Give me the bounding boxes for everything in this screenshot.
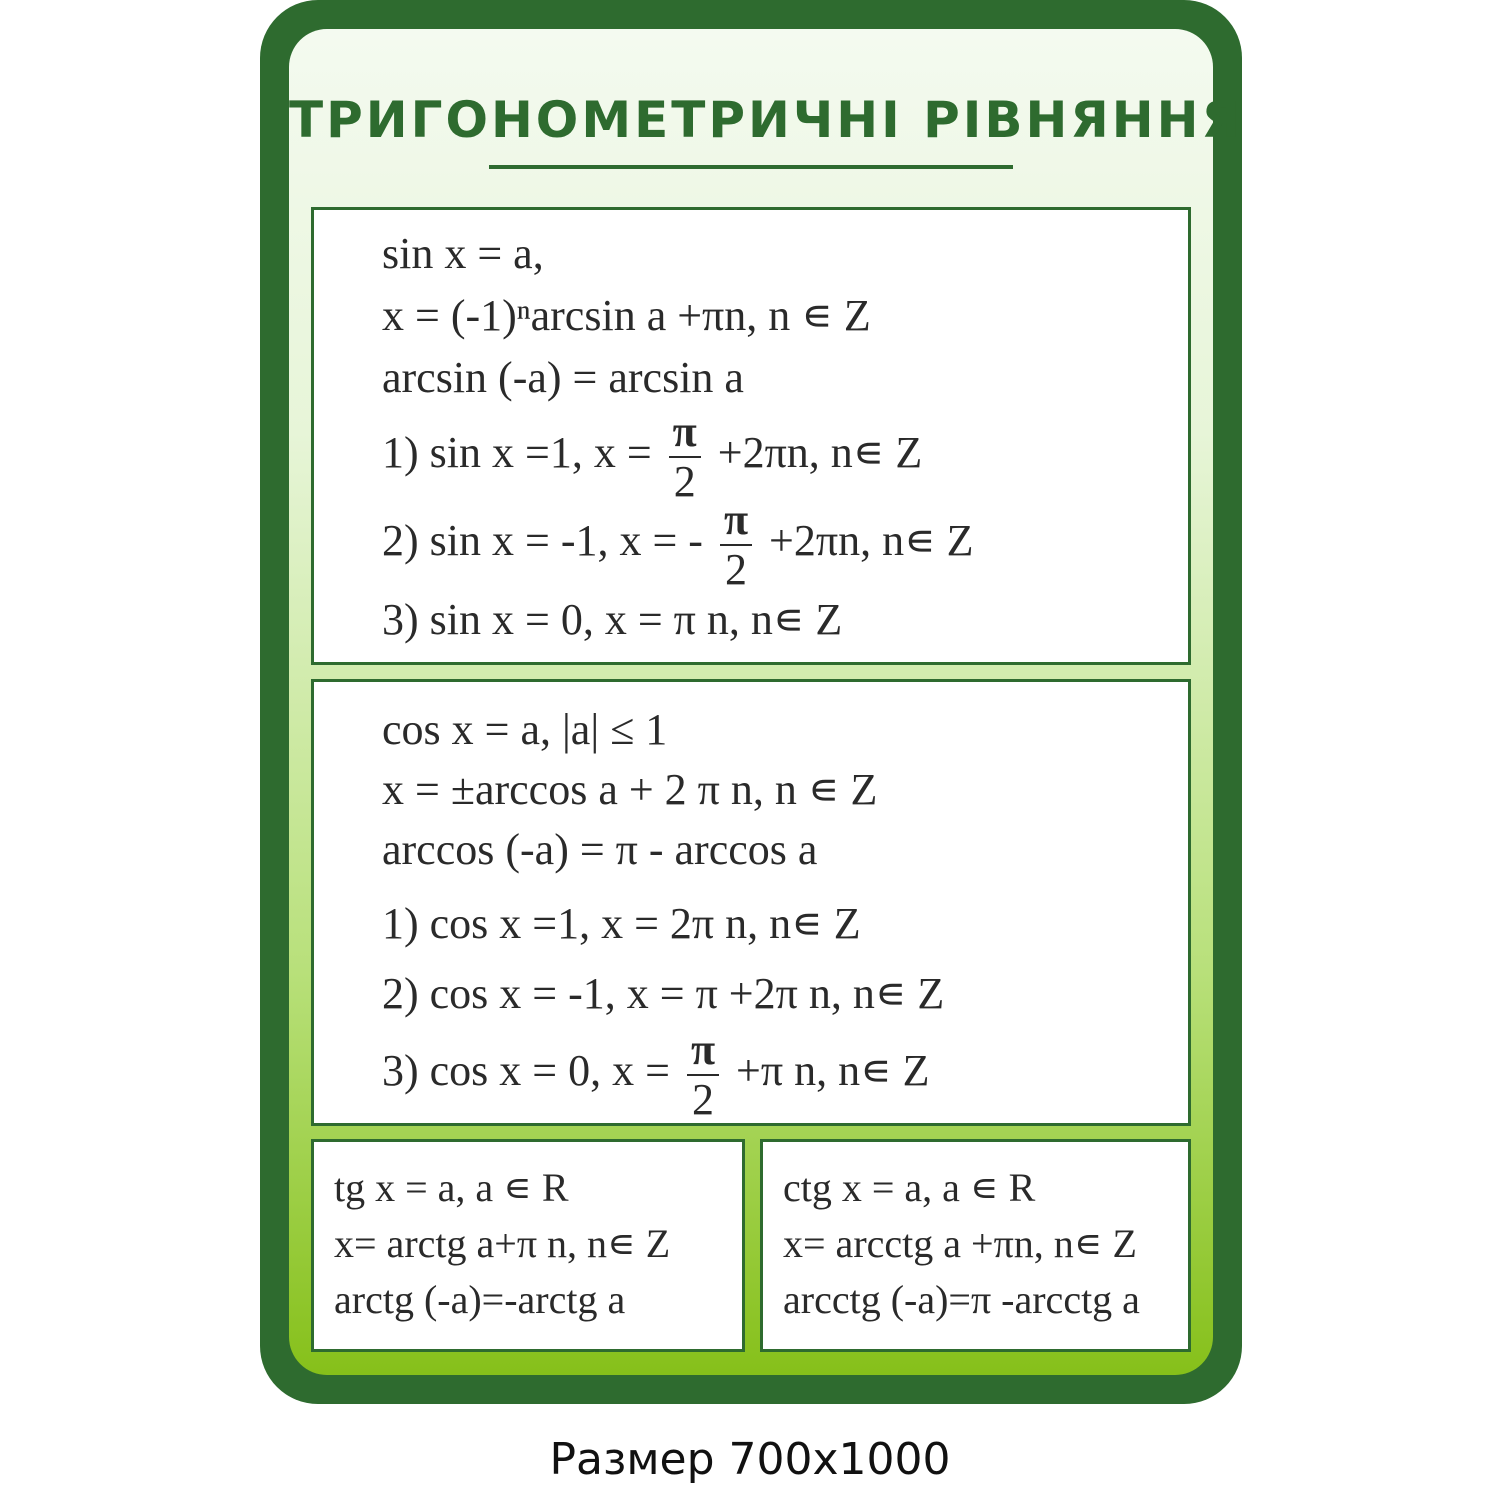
tg-line-3: arctg (-a)=-arctg a	[334, 1277, 626, 1322]
cos-line-1: cos x = a, |a| ≤ 1	[382, 705, 668, 754]
sin-line-5	[382, 495, 974, 594]
fraction-denominator: 2	[724, 545, 747, 594]
fraction-numerator: π	[669, 410, 701, 458]
size-caption: Размер 700x1000	[549, 1434, 951, 1485]
sin-line-4-start: 1) sin x =1, x =	[382, 428, 652, 478]
sin-line-6: 3) sin x = 0, x = π n, n∊ Z	[382, 595, 843, 644]
sin-line-1: sin x = a,	[382, 229, 544, 278]
fraction-numerator: π	[687, 1028, 719, 1076]
poster-frame	[260, 0, 1242, 1404]
cos-line-2: x = ±arccos a + 2 π n, n ∊ Z	[382, 765, 878, 814]
sin-line-5-end: +2πn, n∊ Z	[769, 516, 974, 566]
ctg-line-1: ctg x = a, a ∊ R	[783, 1165, 1036, 1210]
sin-line-5-start: 2) sin x = -1, x = -	[382, 516, 703, 566]
sin-equations-box	[311, 207, 1191, 665]
cos-line-3: arccos (-a) = π - arccos a	[382, 825, 818, 874]
sin-line-4	[382, 407, 923, 506]
fraction-pi-over-2	[669, 407, 701, 506]
sin-line-3: arcsin (-a) = arcsin a	[382, 353, 744, 402]
fraction-denominator: 2	[691, 1075, 714, 1124]
cos-line-6	[382, 1025, 930, 1124]
ctg-equations-box	[760, 1139, 1191, 1352]
fraction-denominator: 2	[673, 457, 696, 506]
fraction-numerator: π	[720, 498, 752, 546]
cos-equations-box	[311, 679, 1191, 1126]
fraction-pi-over-2	[687, 1025, 719, 1124]
ctg-line-3: arcctg (-a)=π -arcctg a	[783, 1277, 1140, 1322]
poster-title: ТРИГОНОМЕТРИЧНІ РІВНЯННЯ	[289, 91, 1243, 149]
cos-line-6-end: +π n, n∊ Z	[736, 1046, 930, 1096]
cos-line-5: 2) cos x = -1, x = π +2π n, n∊ Z	[382, 969, 945, 1018]
tg-equations-box	[311, 1139, 745, 1352]
ctg-line-2: x= arcctg a +πn, n∊ Z	[783, 1221, 1137, 1266]
tg-line-2: x= arctg a+π n, n∊ Z	[334, 1221, 671, 1266]
fraction-pi-over-2	[720, 495, 752, 594]
cos-line-6-start: 3) cos x = 0, x =	[382, 1046, 670, 1096]
sin-line-4-end: +2πn, n∊ Z	[717, 428, 923, 478]
sin-line-2: x = (-1)ⁿarcsin a +πn, n ∊ Z	[382, 291, 871, 340]
poster-panel	[289, 29, 1243, 1375]
cos-line-4: 1) cos x =1, x = 2π n, n∊ Z	[382, 899, 861, 948]
title-underline	[489, 165, 1013, 169]
tg-line-1: tg x = a, a ∊ R	[334, 1165, 569, 1210]
